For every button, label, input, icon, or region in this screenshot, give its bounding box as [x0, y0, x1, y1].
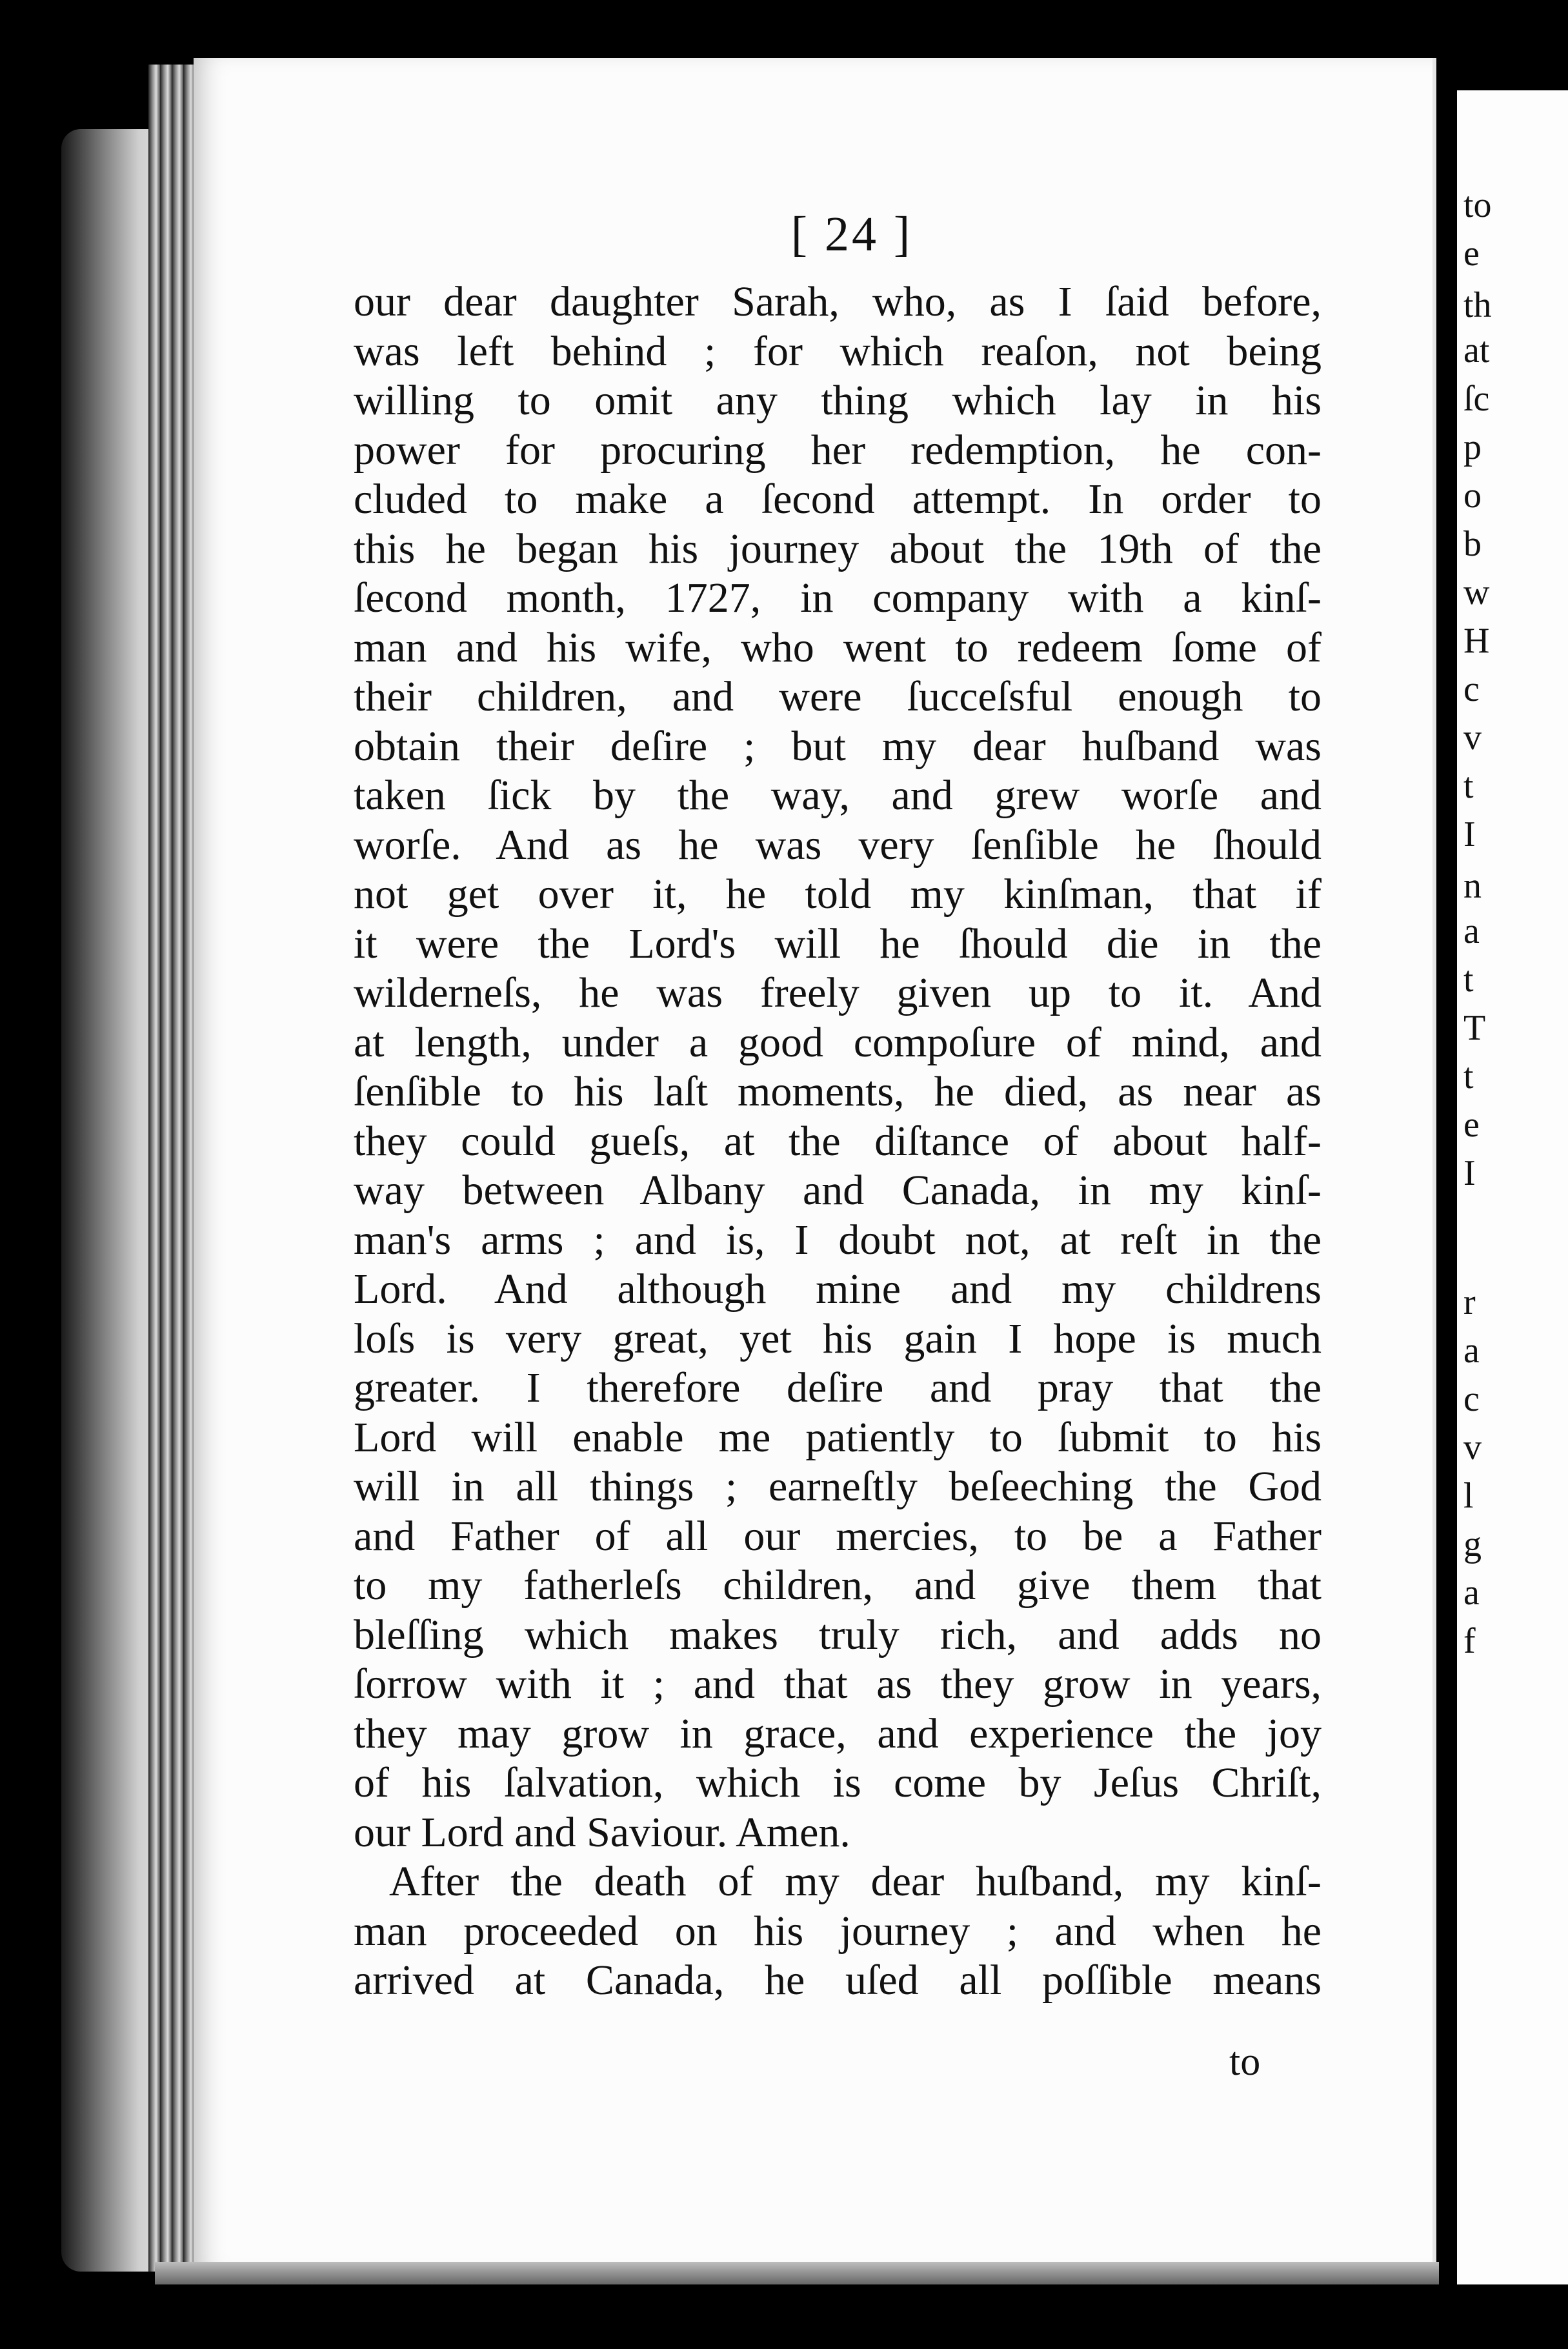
- facing-page: [1457, 90, 1568, 2284]
- facing-page-fragment: n: [1463, 866, 1482, 906]
- body-text: [354, 277, 1322, 2006]
- facing-page-fragment: at: [1463, 330, 1490, 370]
- text-line: ſecond month, 1727, in company with a kinſ-: [354, 574, 1322, 621]
- page-header: [ 24 ]: [790, 207, 913, 261]
- facing-page-fragment: H: [1463, 621, 1490, 661]
- facing-page-fragment: a: [1463, 911, 1480, 951]
- text-line: this he began his journey about the 19th of the: [354, 525, 1322, 572]
- text-line: wilderneſs, he was freely given up to it. And: [354, 969, 1322, 1016]
- facing-page-fragment: r: [1463, 1282, 1476, 1322]
- facing-page-fragment: e: [1463, 1105, 1480, 1145]
- facing-page-fragment: t: [1463, 960, 1474, 1000]
- text-line: loſs is very great, yet his gain I hope is much: [354, 1315, 1322, 1362]
- text-line: their children, and were ſucceſsful enough to: [354, 673, 1322, 720]
- facing-page-fragment: to: [1463, 185, 1492, 225]
- text-line: man and his wife, who went to redeem ſome of: [354, 623, 1322, 671]
- text-line: worſe. And as he was very ſenſible he ſhould: [354, 821, 1322, 869]
- facing-page-fragment: o: [1463, 476, 1482, 516]
- text-line: bleſſing which makes truly rich, and adds no: [354, 1611, 1322, 1658]
- text-line: willing to omit any thing which lay in his: [354, 377, 1322, 424]
- text-line: it were the Lord's will he ſhould die in the: [354, 920, 1322, 967]
- text-line: Lord will enable me patiently to ſubmit to his: [354, 1413, 1322, 1461]
- facing-page-fragment: t: [1463, 766, 1474, 806]
- text-line: they may grow in grace, and experience the joy: [354, 1709, 1322, 1757]
- facing-page-fragment: T: [1463, 1008, 1486, 1048]
- facing-page-fragment: g: [1463, 1524, 1482, 1564]
- text-line: was left behind ; for which reaſon, not being: [354, 327, 1322, 375]
- text-line: man's arms ; and is, I doubt not, at reſt in the: [354, 1216, 1322, 1264]
- text-line: power for procuring her redemption, he con-: [354, 426, 1322, 474]
- text-line: Lord. And although mine and my childrens: [354, 1265, 1322, 1313]
- text-line: way between Albany and Canada, in my kinſ-: [354, 1167, 1322, 1214]
- text-line: not get over it, he told my kinſman, that if: [354, 871, 1322, 918]
- text-line: cluded to make a ſecond attempt. In order to: [354, 476, 1322, 523]
- facing-page-fragment: l: [1463, 1476, 1474, 1516]
- facing-page-fragment: c: [1463, 669, 1480, 709]
- text-line: our dear daughter Sarah, who, as I ſaid before,: [354, 278, 1322, 325]
- text-line: our Lord and Saviour. Amen.: [354, 1808, 850, 1856]
- catchword: to: [1229, 2040, 1261, 2084]
- text-line: ſenſible to his laſt moments, he died, as near as: [354, 1068, 1322, 1115]
- text-line: will in all things ; earneſtly beſeeching the God: [354, 1463, 1322, 1510]
- text-line: to my fatherleſs children, and give them that: [354, 1562, 1322, 1609]
- facing-page-fragment: v: [1463, 1427, 1482, 1467]
- facing-page-fragment: t: [1463, 1056, 1474, 1096]
- text-line: After the death of my dear huſband, my kinſ-: [389, 1858, 1322, 1905]
- facing-page-fragment: I: [1463, 814, 1476, 854]
- facing-page-fragment: ſc: [1463, 379, 1490, 419]
- facing-page-fragment: e: [1463, 234, 1480, 274]
- text-line: taken ſick by the way, and grew worſe and: [354, 772, 1322, 819]
- text-line: they could gueſs, at the diſtance of about half-: [354, 1117, 1322, 1165]
- text-line: at length, under a good compoſure of mind, and: [354, 1018, 1322, 1066]
- facing-page-fragment: a: [1463, 1331, 1480, 1371]
- facing-page-fragment: v: [1463, 718, 1482, 758]
- text-line: and Father of all our mercies, to be a Father: [354, 1512, 1322, 1560]
- facing-page-fragment: I: [1463, 1153, 1476, 1193]
- facing-page-fragment: w: [1463, 572, 1490, 612]
- facing-page-fragment: b: [1463, 524, 1482, 564]
- facing-page-fragment: c: [1463, 1379, 1480, 1419]
- text-line: obtain their deſire ; but my dear huſband was: [354, 722, 1322, 770]
- facing-page-fragment: a: [1463, 1573, 1480, 1613]
- facing-page-fragment: f: [1463, 1621, 1476, 1661]
- text-line: ſorrow with it ; and that as they grow in years,: [354, 1660, 1322, 1708]
- text-line: man proceeded on his journey ; and when he: [354, 1907, 1322, 1955]
- facing-page-fragment: p: [1463, 427, 1482, 467]
- text-line: arrived at Canada, he uſed all poſſible means: [354, 1957, 1322, 2004]
- text-line: greater. I therefore deſire and pray that the: [354, 1364, 1322, 1411]
- page-bottom-edge: [155, 2262, 1439, 2284]
- facing-page-fragment: th: [1463, 285, 1492, 325]
- text-line: of his ſalvation, which is come by Jeſus Chriſt,: [354, 1759, 1322, 1806]
